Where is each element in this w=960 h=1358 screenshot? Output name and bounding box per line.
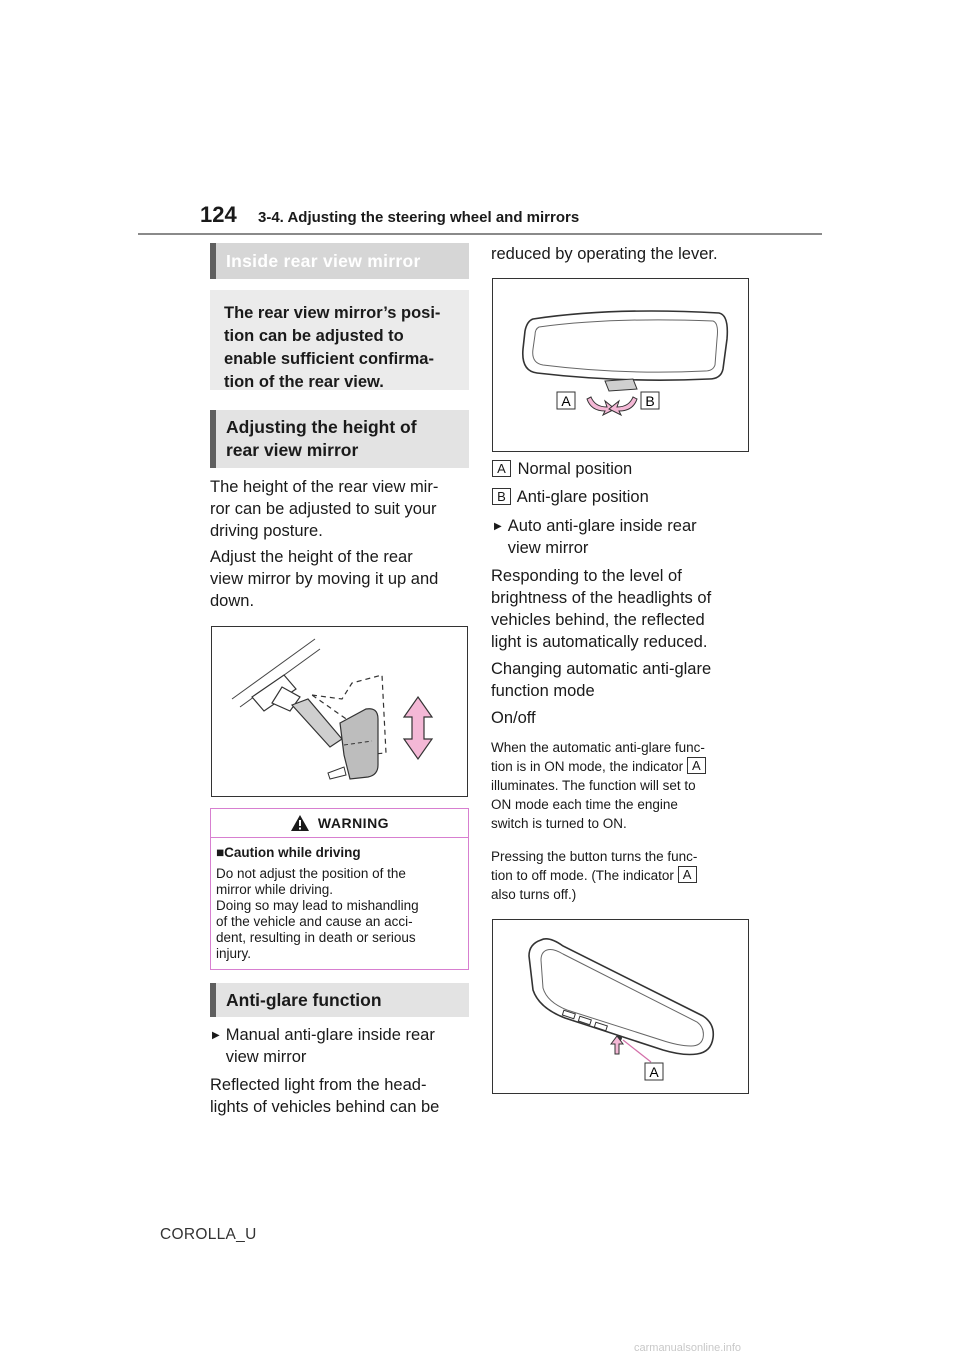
auto-antiglare-bullet (494, 515, 756, 559)
note-on-badge: A (687, 757, 706, 774)
note-on-mode (491, 738, 753, 833)
label-b: B (645, 393, 655, 409)
note-on-mode-end: illuminates. The function will set to ON mode each time the engine switch is turned to ON. (491, 778, 696, 831)
manual-antiglare-bullet (212, 1024, 474, 1068)
auto-mirror-illustration (493, 920, 748, 1093)
footer-model: COROLLA_U (160, 1226, 257, 1243)
legend-a-badge: A (492, 460, 511, 477)
auto-paragraph-2: Changing automatic anti-glare function mode (491, 660, 712, 700)
manual-paragraph-end: reduced by operating the lever. (491, 245, 718, 263)
manual-antiglare-label: Manual anti-glare inside rear view mirror (225, 1026, 435, 1066)
warning-header (211, 809, 468, 838)
note-off-badge: A (678, 866, 697, 883)
auto-paragraph-1: Responding to the level of brightness of the headlights of vehicles behind, the reflected light is automatically reduced. (491, 567, 712, 651)
auto-paragraph-3: On/off (491, 709, 536, 727)
note-off-mode (491, 847, 753, 904)
chapter-title: 3-4. Adjusting the steering wheel and mirrors (258, 209, 580, 226)
legend-antiglare-text: Anti-glare position (516, 488, 649, 506)
warning-subtitle: ■Caution while driving (216, 845, 361, 860)
bullet-arrow-icon (212, 1024, 226, 1068)
watermark: carmanualsonline.info (634, 1342, 742, 1354)
auto-antiglare-label: Auto anti-glare inside rear view mirror (507, 517, 697, 557)
section-title: Inside rear view mirror (210, 243, 469, 279)
header-rule (138, 233, 822, 235)
note-off-mode-end: also turns off.) (491, 887, 577, 902)
bullet-arrow-icon (494, 515, 508, 559)
height-heading: Adjusting the height of rear view mirror (210, 410, 469, 468)
mirror-height-illustration (212, 627, 467, 796)
mirror-height-figure (211, 626, 468, 797)
auto-antiglare-figure (492, 919, 749, 1094)
legend-normal (492, 458, 754, 480)
page-number: 124 (200, 202, 237, 227)
height-paragraph-2: Adjust the height of the rear view mirror by moving it up and down. (210, 548, 439, 610)
manual-antiglare-figure (492, 278, 749, 452)
height-paragraph-1: The height of the rear view mir- ror can be adjusted to suit your driving posture. (210, 478, 439, 540)
warning-triangle-icon (290, 814, 310, 832)
note-off-mode-start: Pressing the button turns the func- tion to off mode. (The indicator (491, 849, 698, 883)
legend-normal-text: Normal position (517, 460, 633, 478)
warning-title: WARNING (317, 815, 390, 831)
mirror-lever-illustration (493, 279, 748, 451)
warning-text: Do not adjust the position of the mirror while driving. Doing so may lead to mishandling of the vehicle and cause an acci- dent, resulting in death or serious injury. (216, 866, 419, 961)
intro-box: The rear view mirror’s posi- tion can be adjusted to enable sufficient confirma- tion of the rear view. (210, 290, 469, 390)
warning-box (210, 808, 469, 970)
manual-paragraph-start: Reflected light from the head- lights of vehicles behind can be (210, 1076, 440, 1116)
note-on-mode-start: When the automatic anti-glare func- tion is in ON mode, the indicator (491, 740, 705, 774)
fig2-label-a: A (649, 1064, 659, 1080)
label-a: A (561, 393, 571, 409)
legend-antiglare (492, 486, 754, 508)
legend-b-badge: B (492, 488, 511, 505)
antiglare-heading: Anti-glare function (210, 983, 469, 1017)
